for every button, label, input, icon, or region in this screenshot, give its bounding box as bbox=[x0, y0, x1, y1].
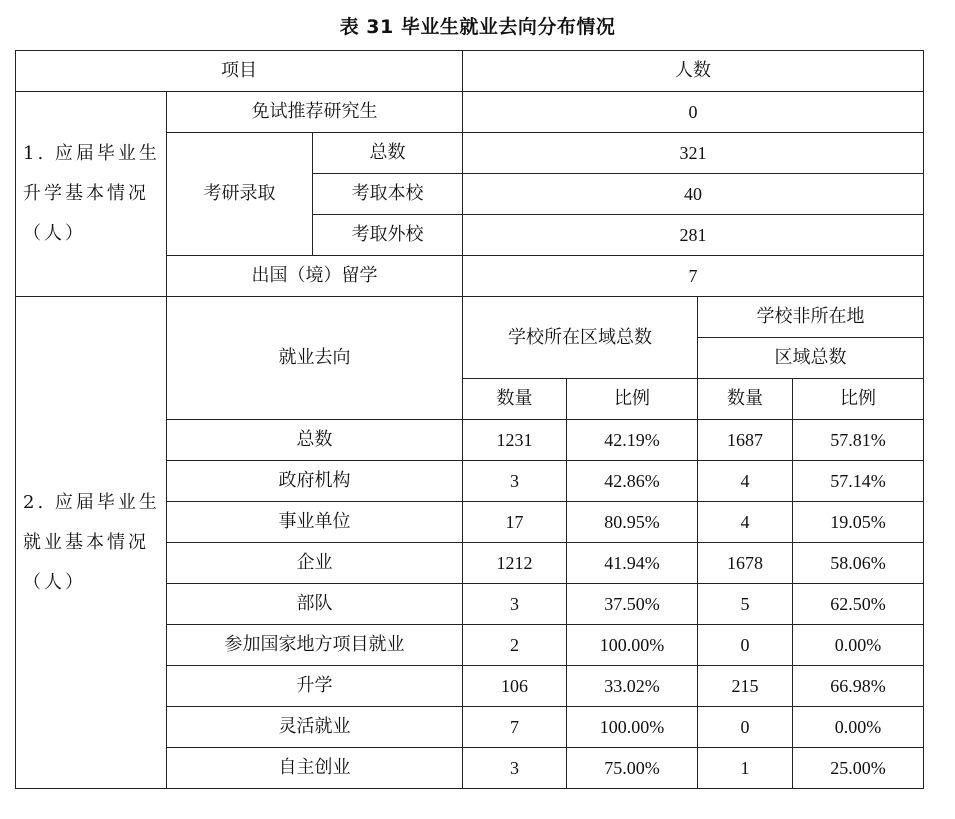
nonlocal-header-line1: 学校非所在地 bbox=[698, 297, 924, 338]
kaoyan-other-label: 考取外校 bbox=[313, 215, 463, 256]
direction-name: 参加国家地方项目就业 bbox=[167, 625, 463, 666]
exempt-label: 免试推荐研究生 bbox=[167, 92, 463, 133]
local-ratio: 42.86% bbox=[567, 461, 698, 502]
direction-label: 就业去向 bbox=[167, 297, 463, 420]
header-row bbox=[16, 51, 924, 92]
nonlocal-ratio: 25.00% bbox=[793, 748, 924, 789]
section2-label: 2. 应届毕业生就业基本情况（人） bbox=[16, 297, 167, 789]
kaoyan-total-label: 总数 bbox=[313, 133, 463, 174]
table-row bbox=[16, 92, 924, 133]
nonlocal-qty: 4 bbox=[698, 461, 793, 502]
local-ratio: 41.94% bbox=[567, 543, 698, 584]
local-qty: 3 bbox=[463, 461, 567, 502]
local-ratio: 80.95% bbox=[567, 502, 698, 543]
direction-name: 灵活就业 bbox=[167, 707, 463, 748]
nonlocal-qty: 5 bbox=[698, 584, 793, 625]
local-qty: 1231 bbox=[463, 420, 567, 461]
local-qty: 3 bbox=[463, 748, 567, 789]
local-qty: 106 bbox=[463, 666, 567, 707]
local-qty: 17 bbox=[463, 502, 567, 543]
direction-name: 升学 bbox=[167, 666, 463, 707]
abroad-value: 7 bbox=[463, 256, 924, 297]
direction-name: 自主创业 bbox=[167, 748, 463, 789]
header-count: 人数 bbox=[463, 51, 924, 92]
local-ratio: 75.00% bbox=[567, 748, 698, 789]
nonlocal-ratio-header: 比例 bbox=[793, 379, 924, 420]
table-title: 表 31 毕业生就业去向分布情况 bbox=[339, 16, 616, 38]
local-ratio: 33.02% bbox=[567, 666, 698, 707]
exempt-value: 0 bbox=[463, 92, 924, 133]
local-ratio-header: 比例 bbox=[567, 379, 698, 420]
nonlocal-ratio: 57.81% bbox=[793, 420, 924, 461]
nonlocal-qty: 1678 bbox=[698, 543, 793, 584]
nonlocal-header-line2: 区域总数 bbox=[698, 338, 924, 379]
direction-name: 总数 bbox=[167, 420, 463, 461]
nonlocal-qty: 0 bbox=[698, 707, 793, 748]
kaoyan-own-value: 40 bbox=[463, 174, 924, 215]
local-qty: 7 bbox=[463, 707, 567, 748]
nonlocal-qty-header: 数量 bbox=[698, 379, 793, 420]
header-item: 项目 bbox=[16, 51, 463, 92]
nonlocal-ratio: 0.00% bbox=[793, 707, 924, 748]
kaoyan-total-value: 321 bbox=[463, 133, 924, 174]
direction-name: 企业 bbox=[167, 543, 463, 584]
local-qty-header: 数量 bbox=[463, 379, 567, 420]
nonlocal-ratio: 66.98% bbox=[793, 666, 924, 707]
kaoyan-own-label: 考取本校 bbox=[313, 174, 463, 215]
local-ratio: 37.50% bbox=[567, 584, 698, 625]
nonlocal-ratio: 19.05% bbox=[793, 502, 924, 543]
local-header: 学校所在区域总数 bbox=[463, 297, 698, 379]
abroad-label: 出国（境）留学 bbox=[167, 256, 463, 297]
nonlocal-qty: 1 bbox=[698, 748, 793, 789]
nonlocal-qty: 4 bbox=[698, 502, 793, 543]
local-qty: 2 bbox=[463, 625, 567, 666]
direction-name: 事业单位 bbox=[167, 502, 463, 543]
nonlocal-ratio: 62.50% bbox=[793, 584, 924, 625]
nonlocal-qty: 1687 bbox=[698, 420, 793, 461]
kaoyan-label: 考研录取 bbox=[167, 133, 313, 256]
kaoyan-other-value: 281 bbox=[463, 215, 924, 256]
direction-name: 部队 bbox=[167, 584, 463, 625]
nonlocal-qty: 0 bbox=[698, 625, 793, 666]
nonlocal-ratio: 0.00% bbox=[793, 625, 924, 666]
local-qty: 1212 bbox=[463, 543, 567, 584]
local-qty: 3 bbox=[463, 584, 567, 625]
table-row bbox=[16, 297, 924, 338]
nonlocal-ratio: 58.06% bbox=[793, 543, 924, 584]
employment-distribution-table bbox=[15, 50, 924, 789]
local-ratio: 42.19% bbox=[567, 420, 698, 461]
local-ratio: 100.00% bbox=[567, 625, 698, 666]
nonlocal-ratio: 57.14% bbox=[793, 461, 924, 502]
local-ratio: 100.00% bbox=[567, 707, 698, 748]
direction-name: 政府机构 bbox=[167, 461, 463, 502]
section1-label: 1. 应届毕业生升学基本情况（人） bbox=[16, 92, 167, 297]
nonlocal-qty: 215 bbox=[698, 666, 793, 707]
